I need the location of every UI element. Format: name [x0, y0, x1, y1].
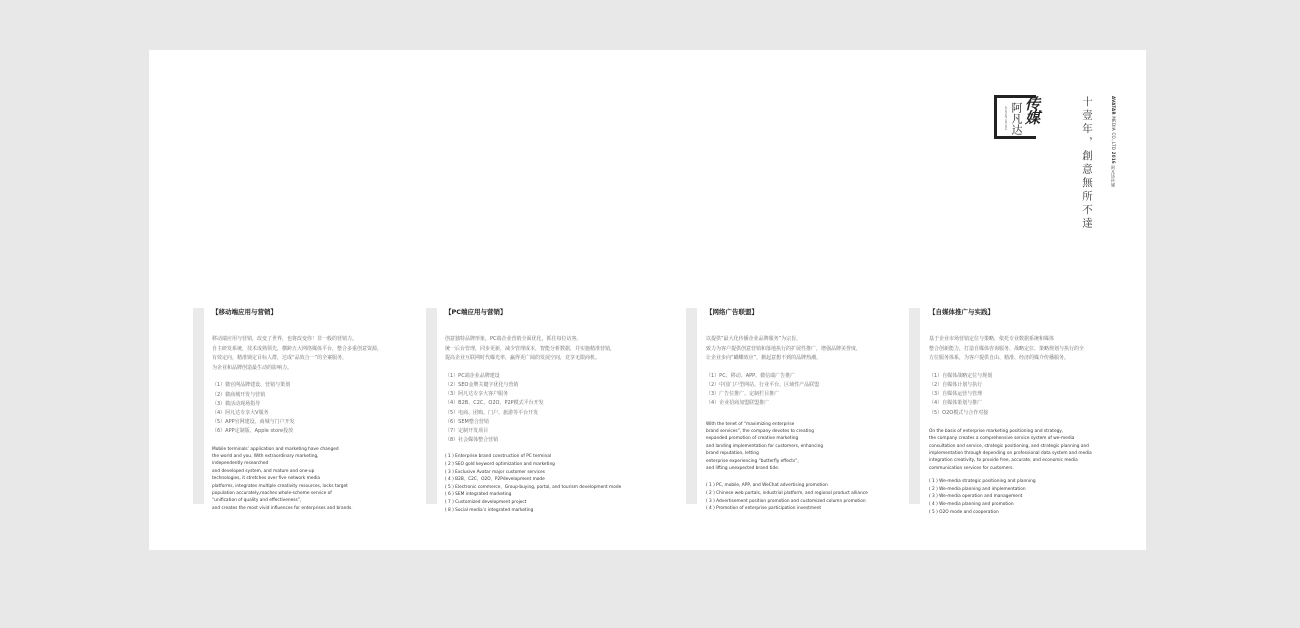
en-line: communication services for customers. [929, 465, 1014, 471]
list-item: （1）自媒体战略定位与规划 [929, 372, 993, 379]
cn-line: 移动端应用与营销，改变了世界，也将改变你！非一般的营销力。 [212, 336, 358, 342]
en-line: and lifting unexpected brand tide. [706, 466, 780, 472]
list-item: ( 1 ) Enterprise brand construction of PC terminal [445, 454, 552, 460]
cn-line: 让企业步向“蝴蝶效应”，掀起意想不到的品牌热潮。 [706, 355, 822, 362]
brand-line-bold: AVATAR [1111, 96, 1116, 115]
list-item: （6）SEM整合营销 [445, 418, 489, 425]
list-item: （1）微官网品牌建设、营销与策划 [212, 382, 291, 389]
cn-service-list [445, 372, 621, 446]
column-we-media [929, 307, 1092, 516]
list-item: （2）微商城开发与营销 [212, 391, 266, 398]
en-service-list [706, 482, 868, 512]
brand-line-text: MEDIA CO.,LTD [1111, 116, 1116, 151]
list-item: （7）定制开发项目 [445, 428, 489, 434]
brochure-page [149, 50, 1146, 550]
en-line: implementation through depending on professional data system and media [929, 451, 1092, 457]
en-line: and creates the most vivid influences for enterprises and brands. [212, 505, 353, 511]
list-item: （2）自媒体计划与执行 [929, 381, 983, 388]
en-line: platforms, integrates multiple creativity resources, locks target [212, 483, 348, 489]
en-service-list [445, 453, 621, 514]
column-accent-bar [426, 308, 437, 504]
cn-line: 致力为客户提供创意营销和落地执行的扩展性推广，增强品牌美誉度， [706, 345, 862, 352]
en-line: the company creates a comprehensive service system of we-media [929, 436, 1075, 442]
list-item: （2）中国门户型网站、行业平台、区域性产品联盟 [706, 381, 820, 388]
logo-script-text: 传媒 [1023, 96, 1041, 124]
en-paragraph [706, 421, 868, 473]
column-pc [445, 307, 621, 514]
list-item: ( 3 ) Advertisement position promotion and customized column promotion [706, 498, 866, 504]
cn-line: 基于企业市场营销定位与策略，依托专业数据系统和媒体 [929, 336, 1055, 342]
brand-line-tail: 阿凡达传媒 [1111, 165, 1116, 188]
list-item: ( 4 ) We-media planning and promotion [929, 502, 1014, 508]
list-item: ( 5 ) Electronic commerce、Group-buying, portal, and tourism development mode [445, 484, 622, 490]
column-accent-bar [193, 308, 204, 504]
list-item: ( 2 ) We-media planning and implementation [929, 486, 1026, 492]
cn-paragraph [445, 335, 621, 364]
cn-service-list [706, 372, 868, 409]
en-line: and landing implementation for customers, enhancing [706, 443, 824, 449]
column-heading: 【移动端应用与营销】 [212, 308, 277, 316]
list-item: ( 7 ) Customized development project [445, 499, 527, 505]
list-item: （3）阿凡达专享大客户服务 [445, 391, 509, 398]
list-item: ( 1 ) We-media strategic positioning and planning [929, 479, 1036, 485]
en-line: population accurately,reaches whole-scheme service of [212, 491, 332, 497]
list-item: （1）PC端企业品牌建设 [445, 372, 500, 379]
en-line: technologies, it stretches over five network media [212, 476, 321, 482]
cn-paragraph [212, 335, 382, 373]
list-item: ( 6 ) SEM integrated marketing [445, 492, 512, 498]
en-line: expanded promotion of creative marketing [706, 436, 799, 442]
list-item: （3）广告位推广、定制栏目推广 [706, 391, 780, 398]
slogan: 十壹年，創意無所不達 [1080, 96, 1093, 231]
cn-paragraph [706, 335, 868, 364]
list-item: （4）自媒体策划与推广 [929, 400, 983, 407]
list-item: ( 2 ) SEO gold keyword optimization and marketing [445, 462, 555, 467]
list-item: （1）PC、移动、APP、微信端广告推广 [706, 372, 796, 379]
cn-paragraph [929, 335, 1092, 364]
list-item: （4）阿凡达专享大V服务 [212, 409, 269, 416]
en-line: the world and you. With extraordinary marketing, [212, 454, 319, 459]
cn-line: 自主研发系统，技术成熟领先，横跨五大网络媒体平台，整合多重创意资源， [212, 345, 383, 352]
en-line: brand services”, the company devotes to creating [706, 429, 814, 434]
cn-line: 整合创新能力，打造自媒体咨询服务、战略定位、策略规划与执行的全 [929, 345, 1085, 352]
list-item: （5）O2O模式与合作对接 [929, 409, 989, 416]
column-heading: 【PC端应用与营销】 [445, 308, 507, 316]
list-item: ( 1 ) PC, mobile, APP, and WeChat advertising promotion [706, 483, 828, 489]
list-item: ( 3 ) We-media operation and management [929, 494, 1023, 500]
column-ad-alliance [706, 307, 868, 513]
en-line: independently researched [212, 461, 269, 467]
list-item: （6）APP定制版、Apple store投放 [212, 428, 294, 435]
column-heading: 【网络广告联盟】 [706, 308, 758, 316]
list-item: （3）自媒体运营与管理 [929, 391, 983, 398]
list-item: （4）B2B、C2C、O2O、P2P模式平台开发 [445, 400, 544, 407]
cn-line: 统一后台管理，同步更新，减少管理成本，智能分析数据，并实施精准营销， [445, 345, 616, 352]
en-paragraph [929, 428, 1092, 472]
column-accent-bar [909, 308, 920, 504]
list-item: ( 2 ) Chinese web portals, industrial platform, and regional product alliance [706, 491, 868, 497]
brand-line [1111, 96, 1115, 187]
cn-line: 以提供“最大化传播企业品牌服务”为宗旨， [706, 336, 802, 342]
en-line: Mobile terminals’ application and marketing have changed [212, 446, 339, 452]
column-mobile [212, 307, 382, 512]
en-paragraph [212, 446, 382, 513]
cn-line: 方位服务体系，为客户提供自由、精准、经济的媒介传播服务。 [929, 355, 1070, 362]
en-line: integration creativity, to provide free, accurate, and economic media [929, 458, 1078, 464]
list-item: （2）SEO金牌关键字优化与营销 [445, 381, 519, 388]
cn-line: 有效定向，精准锁定目标人群，达成“品效合一”的全案服务， [212, 355, 348, 362]
en-line: “unification of quality and effectiveness”， [212, 498, 305, 504]
en-line: With the tenet of “maximizing enterprise [706, 421, 795, 427]
brand-line-year: 2016 [1111, 151, 1116, 164]
logo-main-text: 阿凡达 [1010, 102, 1023, 135]
cn-service-list [929, 372, 1092, 418]
logo-small-text: AVATAR MEDIA [1004, 106, 1008, 131]
list-item: ( 3 ) Exclusive Avatar major customer services [445, 469, 545, 475]
list-item: ( 4 ) B2B、C2C、O2O、P2Pdevelopment mode [445, 477, 545, 483]
list-item: ( 5 ) O2O mode and cooperation [929, 509, 999, 515]
en-line: enterprise experiencing “butterfly effects”， [706, 458, 802, 464]
column-heading: 【自媒体推广与实践】 [929, 308, 994, 316]
cn-line: 创意独特品牌形象，PC端企业营销全面优化，抓住每位访客。 [445, 336, 582, 342]
list-item: ( 8 ) Social media’s integrated marketing [445, 507, 534, 513]
cn-service-list [212, 381, 382, 436]
cn-line: 提高企业互联网时代曝光率，赢得更广阔的发展空间，竞享无限商机。 [445, 355, 601, 362]
list-item: （4）企业招商加盟联盟推广 [706, 400, 770, 407]
list-item: （5）APP官网建设、商城与门户开发 [212, 419, 295, 426]
list-item: （8）社会媒体整合营销 [445, 437, 499, 444]
en-line: and developed system, and mature and one-up [212, 468, 315, 474]
cn-line: 为企业和品牌创造最生动的影响力。 [212, 364, 293, 371]
list-item: （3）微活动现场指导 [212, 400, 261, 407]
column-accent-bar [686, 308, 697, 504]
en-line: brand reputation, letting [706, 451, 759, 457]
list-item: （5）电商、团购、门户、旅游等平台开发 [445, 409, 539, 416]
en-line: consultation and service, strategic positioning, and strategic planning and [929, 443, 1089, 449]
list-item: ( 4 ) Promotion of enterprise participation investment [706, 506, 822, 512]
en-line: On the basis of enterprise marketing positioning and strategy, [929, 428, 1064, 434]
en-service-list [929, 478, 1092, 516]
